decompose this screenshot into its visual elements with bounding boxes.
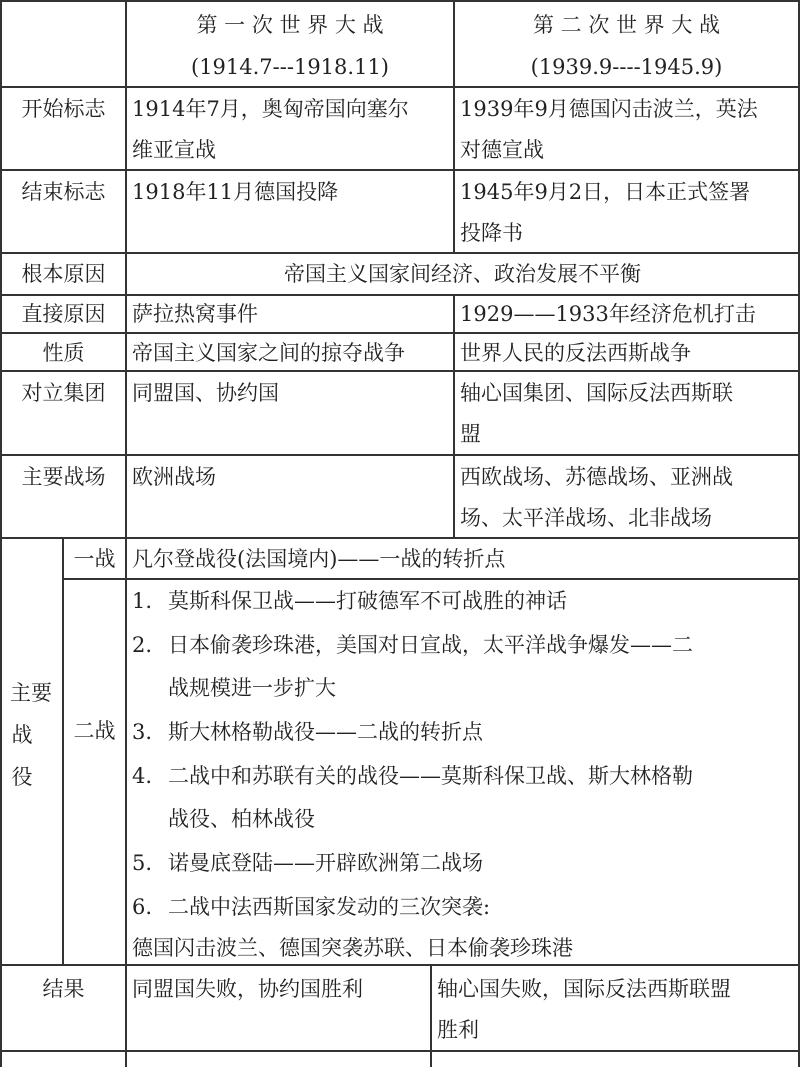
theaters-ww2-line1: 西欧战场、苏德战场、亚洲战 <box>460 465 733 489</box>
direct-label: 直接原因 <box>21 302 106 326</box>
root-label: 根本原因 <box>21 262 106 286</box>
theaters-ww1: 欧洲战场 <box>132 465 216 489</box>
nature-ww2: 世界人民的反法西斯战争 <box>460 341 691 365</box>
rule-result-mid <box>430 964 432 1067</box>
result-ww2-line2: 胜利 <box>437 1018 479 1042</box>
ww1-title: 第 一 次 世 界 大 战 <box>196 13 384 37</box>
battle-item-6-num: 6. <box>132 895 153 919</box>
end-ww2-line1: 1945年9月2日，日本正式签署 <box>460 180 751 204</box>
ww2-dates: (1939.9----1945.9) <box>530 55 723 79</box>
battle-item-2-num: 2. <box>132 633 153 657</box>
blocs-ww2-line2: 盟 <box>460 422 481 446</box>
result-ww2-line1: 轴心国失败，国际反法西斯联盟 <box>437 977 731 1001</box>
rule-mid-col-2 <box>453 294 455 537</box>
result-ww1: 同盟国失败，协约国胜利 <box>132 977 363 1001</box>
rule-label-col-2 <box>125 294 127 537</box>
battle-item-2-text: 日本偷袭珍珠港，美国对日宣战，太平洋战争爆发——二 <box>168 633 693 657</box>
start-ww1-line2: 维亚宣战 <box>132 138 216 162</box>
ww1-dates: (1914.7---1918.11) <box>191 55 389 79</box>
end-ww2-line2: 投降书 <box>460 221 523 245</box>
battles-label-line3: 役 <box>11 765 33 789</box>
blocs-ww2-line1: 轴心国集团、国际反法西斯联 <box>460 381 733 405</box>
theaters-ww2-line2: 场、太平洋战场、北非战场 <box>460 506 712 530</box>
battle-item-5-num: 5. <box>132 851 153 875</box>
rule-battle-text <box>125 537 127 964</box>
end-ww1: 1918年11月德国投降 <box>132 180 339 204</box>
battle-item-1 <box>132 580 797 622</box>
start-ww2-line2: 对德宣战 <box>460 138 544 162</box>
rule-result-label <box>125 964 127 1067</box>
start-label: 开始标志 <box>21 97 106 121</box>
battle-item-3-text: 斯大林格勒战役——二战的转折点 <box>168 720 483 744</box>
battles-label-line1: 主要 <box>10 681 52 705</box>
nature-label: 性质 <box>42 341 85 365</box>
battle-item-3-num: 3. <box>132 720 153 744</box>
battle-item-6 <box>132 886 797 928</box>
battle-item-4-cont: 战役、柏林战役 <box>168 807 315 831</box>
nature-ww1: 帝国主义国家之间的掠夺战争 <box>132 341 405 365</box>
battle-item-6-text: 二战中法西斯国家发动的三次突袭: <box>168 895 491 919</box>
result-label: 结果 <box>42 977 85 1001</box>
blocs-label: 对立集团 <box>21 381 106 405</box>
battles-label-line2: 战 <box>11 723 33 747</box>
ww2-title: 第 二 次 世 界 大 战 <box>532 13 721 37</box>
battle-item-4-num: 4. <box>132 764 153 788</box>
battle-item-2-cont: 战规模进一步扩大 <box>168 676 336 700</box>
battle-item-5 <box>132 842 797 884</box>
battle-item-4 <box>132 755 797 797</box>
ww1-battle-text: 凡尔登战役(法国境内)——一战的转折点 <box>132 547 506 571</box>
direct-ww1: 萨拉热窝事件 <box>132 302 258 326</box>
battle-item-2 <box>132 624 797 666</box>
start-ww1-line1: 1914年7月，奥匈帝国向塞尔 <box>132 97 409 121</box>
battle-item-4-text: 二战中和苏联有关的战役——莫斯科保卫战、斯大林格勒 <box>168 764 693 788</box>
blocs-ww1: 同盟国、协约国 <box>132 381 279 405</box>
root-both: 帝国主义国家间经济、政治发展不平衡 <box>284 262 641 286</box>
battle-item-1-num: 1. <box>132 589 153 613</box>
battle-tail: 德国闪击波兰、德国突袭苏联、日本偷袭珍珠港 <box>132 936 573 960</box>
direct-ww2: 1929——1933年经济危机打击 <box>460 302 756 326</box>
ww2-battle-label: 二战 <box>73 719 116 743</box>
rule-top <box>0 0 800 2</box>
rule-left <box>0 0 2 1067</box>
battle-item-5-text: 诺曼底登陆——开辟欧洲第二战场 <box>168 851 483 875</box>
end-label: 结束标志 <box>21 180 106 204</box>
battle-item-3 <box>132 711 797 753</box>
battle-item-1-text: 莫斯科保卫战——打破德军不可战胜的神话 <box>168 589 567 613</box>
start-ww2-line1: 1939年9月德国闪击波兰，英法 <box>460 97 758 121</box>
ww1-battle-label: 一战 <box>73 547 116 571</box>
theaters-label: 主要战场 <box>21 465 106 489</box>
